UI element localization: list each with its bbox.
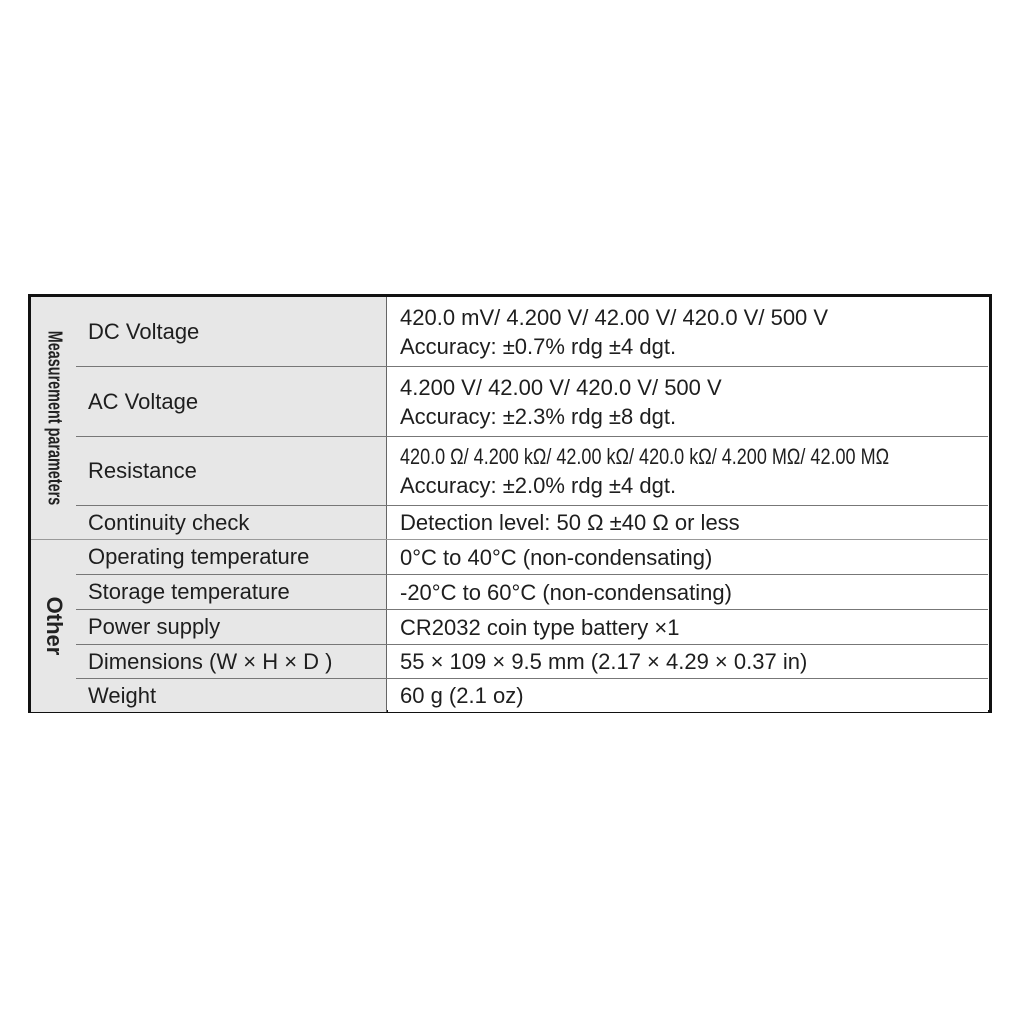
category-label-other: Other — [41, 596, 67, 656]
param-power-supply: Power supply — [76, 610, 387, 644]
param-storage-temperature: Storage temperature — [76, 575, 387, 609]
category-label-measurement: Measurement parameters — [43, 330, 65, 506]
value-resistance — [388, 437, 988, 505]
category-measurement-parameters — [31, 297, 76, 539]
value-operating-temperature — [388, 540, 988, 574]
storage-temperature-range: -20°C to 60°C (non-condensating) — [400, 579, 732, 605]
category-other — [31, 540, 76, 712]
value-dc-voltage — [388, 297, 988, 366]
continuity-detection-level: Detection level: 50 Ω ±40 Ω or less — [400, 510, 740, 535]
param-dc-voltage: DC Voltage — [76, 297, 387, 366]
param-dimensions: Dimensions (W × H × D ) — [76, 645, 387, 678]
param-resistance: Resistance — [76, 437, 387, 505]
value-ac-voltage — [388, 367, 988, 436]
power-supply-battery: CR2032 coin type battery ×1 — [400, 614, 680, 640]
dimensions-measurement: 55 × 109 × 9.5 mm (2.17 × 4.29 × 0.37 in) — [400, 649, 808, 674]
specifications-table — [28, 294, 992, 713]
param-weight: Weight — [76, 679, 387, 712]
value-continuity-check — [388, 506, 988, 539]
resistance-accuracy: Accuracy: ±2.0% rdg ±4 dgt. — [400, 473, 677, 498]
ac-voltage-accuracy: Accuracy: ±2.3% rdg ±8 dgt. — [400, 403, 677, 429]
resistance-ranges: 420.0 Ω/ 4.200 kΩ/ 42.00 kΩ/ 420.0 kΩ/ 4.200 MΩ/ 42.00 MΩ — [400, 444, 890, 469]
value-dimensions — [388, 645, 988, 678]
value-weight — [388, 679, 988, 712]
dc-voltage-accuracy: Accuracy: ±0.7% rdg ±4 dgt. — [400, 333, 677, 359]
param-operating-temperature: Operating temperature — [76, 540, 387, 574]
operating-temperature-range: 0°C to 40°C (non-condensating) — [400, 544, 713, 570]
value-power-supply — [388, 610, 988, 644]
param-ac-voltage: AC Voltage — [76, 367, 387, 436]
param-continuity-check: Continuity check — [76, 506, 387, 539]
dc-voltage-ranges: 420.0 mV/ 4.200 V/ 42.00 V/ 420.0 V/ 500 V — [400, 304, 829, 330]
value-storage-temperature — [388, 575, 988, 609]
ac-voltage-ranges: 4.200 V/ 42.00 V/ 420.0 V/ 500 V — [400, 374, 722, 400]
weight-measurement: 60 g (2.1 oz) — [400, 683, 524, 708]
